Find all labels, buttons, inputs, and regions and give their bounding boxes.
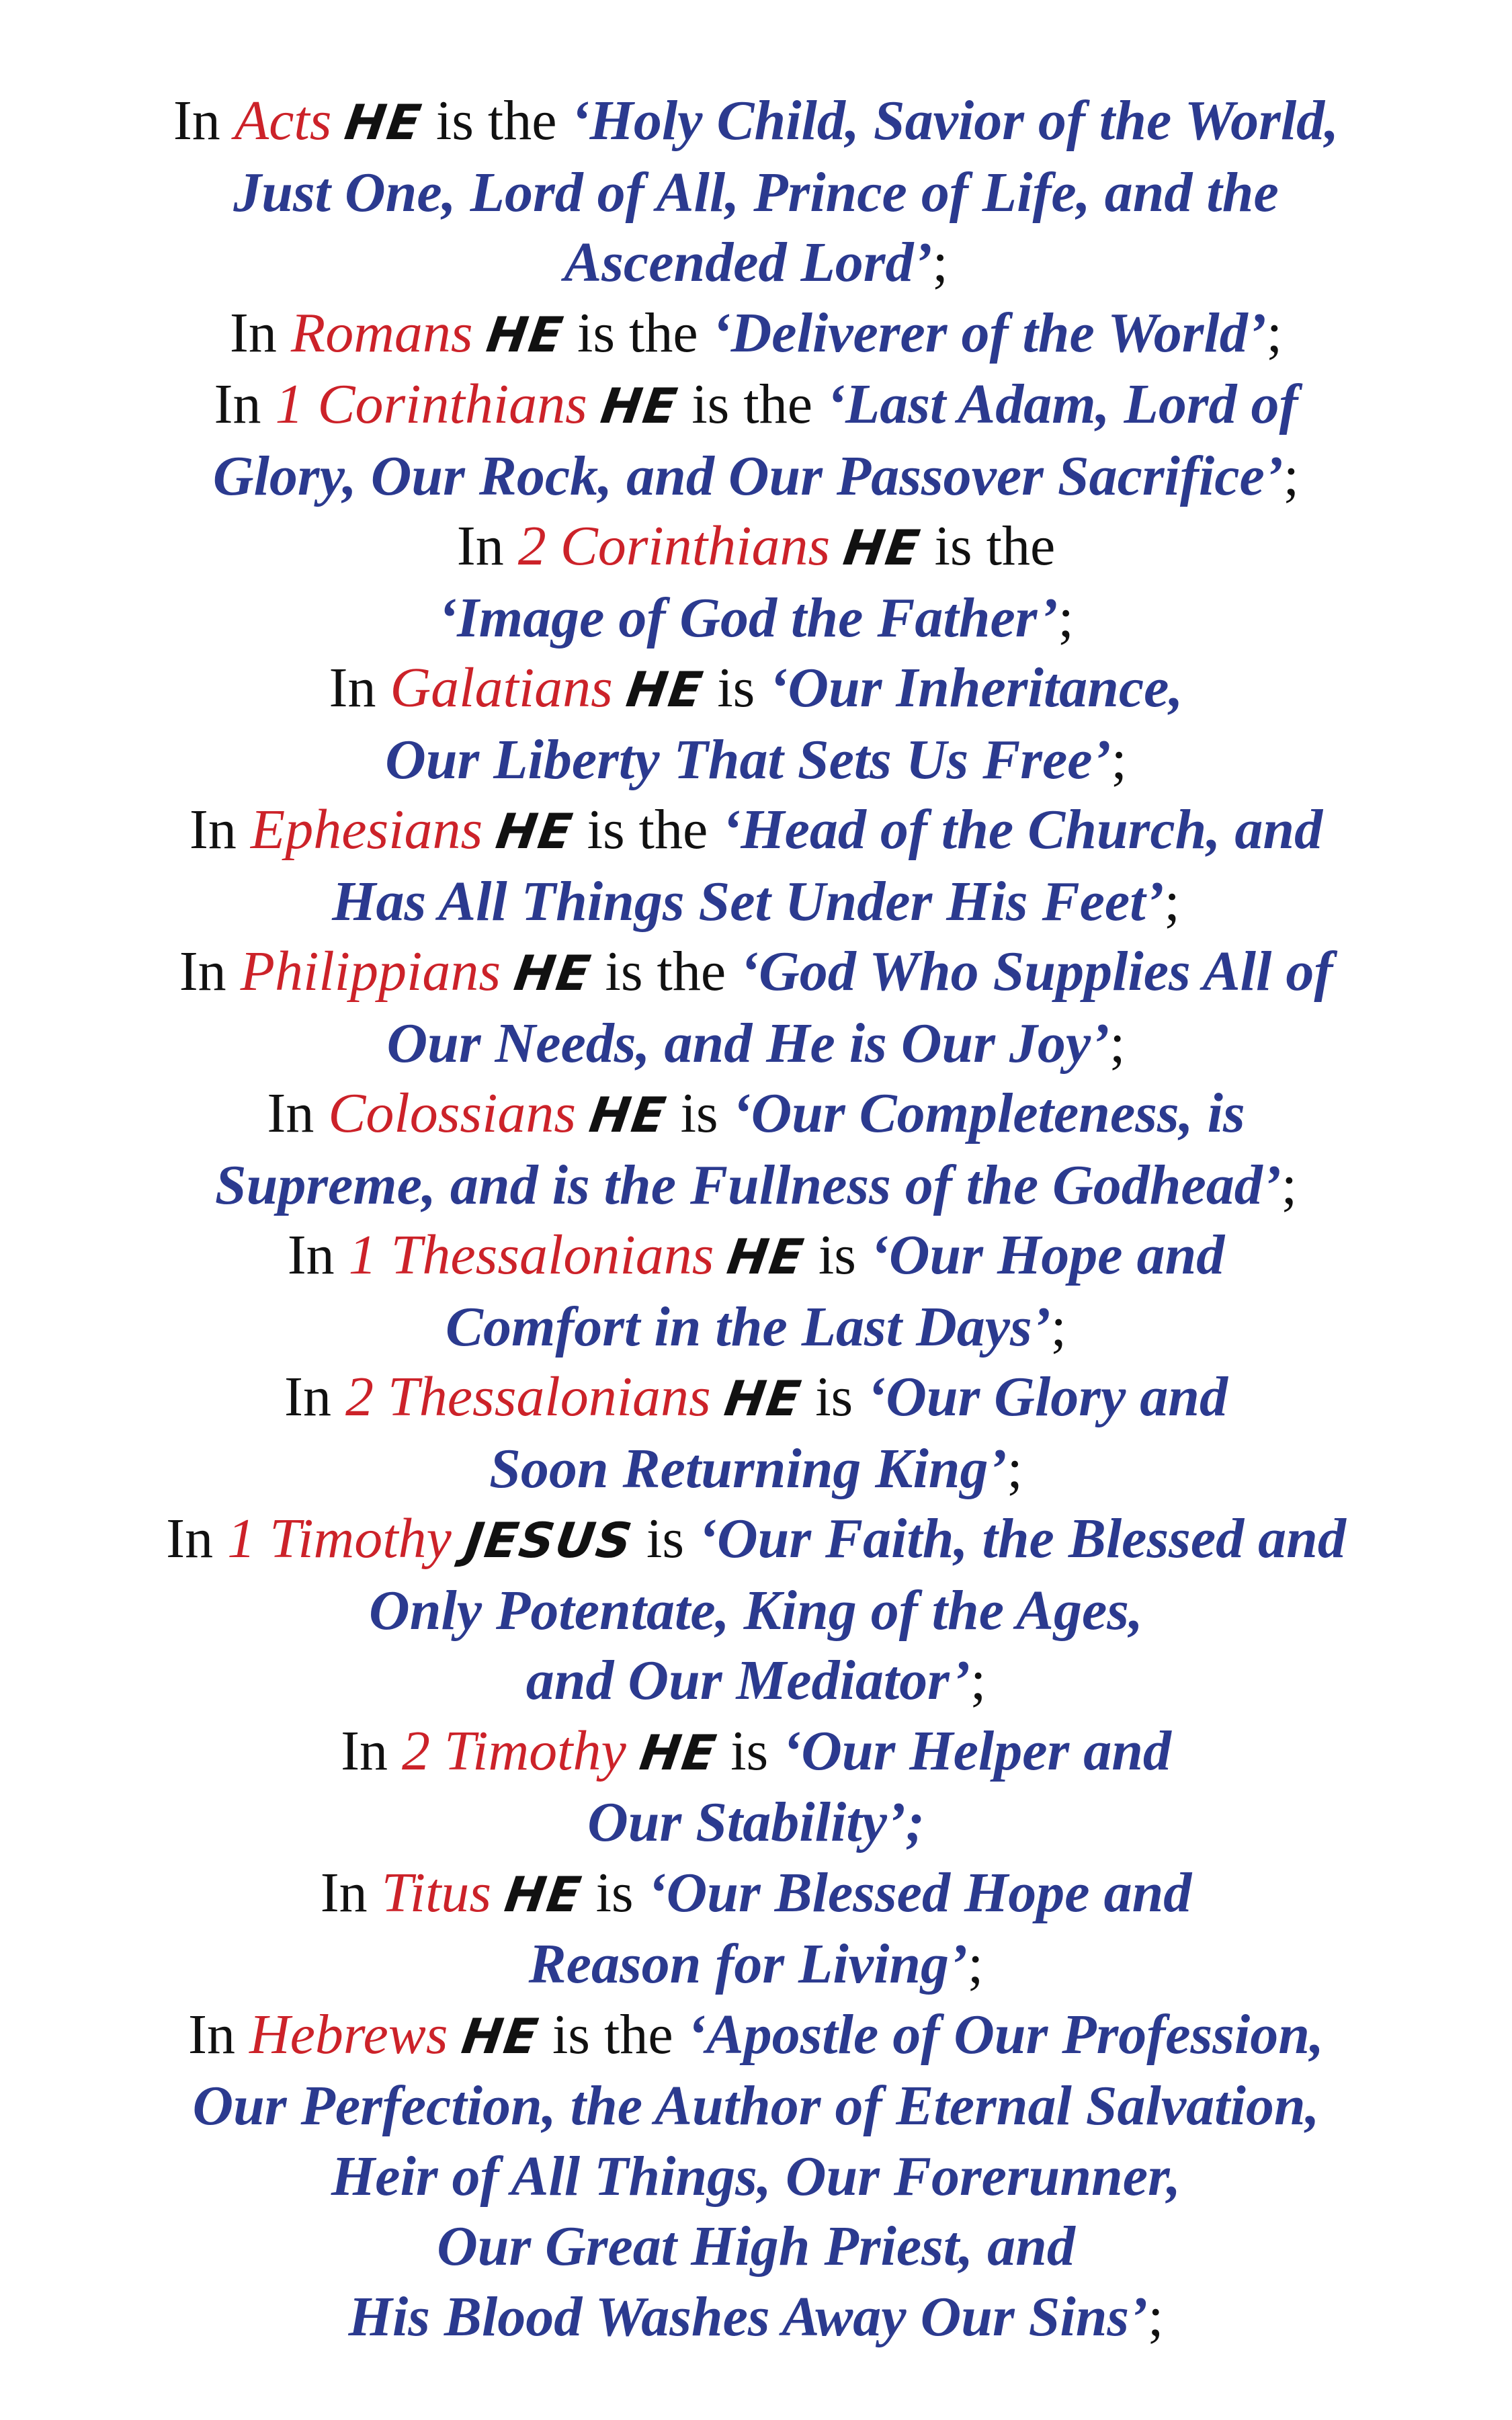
- text-line: [0, 298, 1512, 370]
- book-name: Colossians: [328, 1082, 577, 1144]
- text-line: [0, 1220, 1512, 1292]
- text-line: [0, 2000, 1512, 2072]
- quoted-title: ‘Image of God the Father’: [438, 586, 1058, 649]
- plain-text: is: [632, 1507, 699, 1570]
- divine-name: HE: [840, 519, 925, 576]
- plain-text: In: [329, 657, 390, 719]
- plain-text: ;: [1283, 444, 1300, 507]
- divine-name: HE: [720, 1370, 806, 1427]
- divine-name: HE: [623, 661, 708, 718]
- quoted-title: Just One, Lord of All, Prince of Life, and the: [233, 161, 1279, 224]
- book-name: 2 Thessalonians: [345, 1366, 711, 1428]
- text-line: [0, 725, 1512, 796]
- plain-text: is the: [920, 515, 1056, 577]
- text-line: [0, 1362, 1512, 1434]
- quoted-title: ‘God Who Supplies All of: [740, 940, 1333, 1003]
- quoted-title: ‘Our Blessed Hope and: [647, 1861, 1192, 1924]
- book-name: Ephesians: [250, 798, 483, 861]
- text-line: [0, 1858, 1512, 1930]
- text-line: [0, 1079, 1512, 1151]
- quoted-title: Has All Things Set Under His Feet’: [332, 870, 1165, 933]
- text-line: [0, 1788, 1512, 1858]
- quoted-title: Soon Returning King’: [489, 1437, 1007, 1500]
- plain-text: In: [284, 1366, 345, 1428]
- divine-name: HE: [501, 1866, 586, 1923]
- plain-text: ;: [1164, 870, 1180, 933]
- text-line: [0, 2071, 1512, 2142]
- quoted-title: Only Potentate, King of the Ages,: [369, 1579, 1143, 1642]
- plain-text: ;: [1058, 586, 1074, 649]
- plain-text: In: [179, 940, 241, 1003]
- plain-text: In: [166, 1507, 228, 1570]
- plain-text: ;: [1109, 1011, 1126, 1075]
- quoted-title: Heir of All Things, Our Forerunner,: [331, 2144, 1181, 2208]
- quoted-title: ‘Our Hope and: [870, 1224, 1225, 1286]
- quoted-title: ‘Head of the Church, and: [722, 798, 1323, 861]
- quoted-title: Ascended Lord’: [564, 231, 933, 294]
- plain-text: is the: [538, 2003, 687, 2066]
- plain-text: ;: [1266, 301, 1283, 364]
- text-line: [0, 1576, 1512, 1646]
- plain-text: ;: [1007, 1437, 1023, 1500]
- quoted-title: Our Stability’;: [587, 1791, 925, 1853]
- divine-name: HE: [636, 1724, 721, 1781]
- plain-text: In: [189, 798, 251, 861]
- text-line: [0, 370, 1512, 442]
- quoted-title: ‘Apostle of Our Profession,: [687, 2003, 1324, 2066]
- quoted-title: ‘Our Helper and: [782, 1719, 1171, 1782]
- plain-text: In: [287, 1224, 349, 1286]
- plain-text: is: [801, 1366, 868, 1428]
- text-line: [0, 1646, 1512, 1716]
- quoted-title: ‘Last Adam, Lord of: [826, 373, 1298, 435]
- quoted-title: ‘Deliverer of the World’: [712, 301, 1267, 364]
- text-line: [0, 653, 1512, 725]
- plain-text: In: [214, 373, 276, 435]
- quoted-title: His Blood Washes Away Our Sins’: [348, 2285, 1148, 2348]
- text-line: [0, 2142, 1512, 2212]
- plain-text: is the: [573, 798, 722, 861]
- quoted-title: Our Needs, and He is Our Joy’: [386, 1011, 1110, 1075]
- plain-text: ;: [968, 1933, 984, 1995]
- book-name: 1 Timothy: [227, 1507, 452, 1570]
- book-name: 1 Corinthians: [275, 373, 587, 435]
- plain-text: is the: [677, 373, 827, 435]
- text-line: [0, 442, 1512, 512]
- plain-text: is the: [591, 940, 741, 1003]
- divine-name: HE: [724, 1228, 808, 1285]
- quoted-title: ‘Our Faith, the Blessed and: [698, 1507, 1346, 1570]
- quoted-title: Glory, Our Rock, and Our Passover Sacrifice’: [212, 444, 1284, 507]
- quoted-title: Our Liberty That Sets Us Free’: [385, 728, 1111, 791]
- text-line: [0, 511, 1512, 583]
- quoted-title: Our Perfection, the Author of Eternal Salvation,: [192, 2075, 1320, 2137]
- book-name: 1 Thessalonians: [348, 1224, 714, 1286]
- book-name: Hebrews: [249, 2003, 448, 2066]
- plain-text: ;: [1281, 1153, 1298, 1216]
- text-line: [0, 1504, 1512, 1576]
- quoted-title: Our Great High Priest, and: [437, 2215, 1075, 2278]
- quoted-title: Comfort in the Last Days’: [445, 1295, 1051, 1358]
- plain-text: ;: [932, 231, 948, 294]
- plain-text: is: [703, 657, 769, 719]
- plain-text: ;: [1111, 728, 1127, 791]
- plain-text: In: [456, 515, 518, 577]
- plain-text: In: [229, 301, 291, 364]
- plain-text: In: [173, 89, 235, 152]
- text-line: [0, 86, 1512, 158]
- text-line: [0, 1434, 1512, 1505]
- quoted-title: ‘Holy Child, Savior of the World,: [571, 89, 1339, 152]
- quoted-title: and Our Mediator’: [526, 1649, 970, 1712]
- plain-text: is the: [421, 89, 571, 152]
- divine-name: HE: [341, 94, 426, 151]
- plain-text: is: [804, 1224, 870, 1286]
- divine-name: HE: [511, 945, 595, 1001]
- plain-text: In: [320, 1861, 382, 1924]
- text-line: [0, 2212, 1512, 2282]
- plain-text: ;: [970, 1649, 986, 1712]
- book-name: 2 Corinthians: [517, 515, 831, 577]
- book-name: 2 Timothy: [402, 1719, 626, 1782]
- quoted-title: ‘Our Inheritance,: [769, 657, 1183, 719]
- plain-text: In: [187, 2003, 249, 2066]
- book-name: Philippians: [240, 940, 501, 1003]
- text-line: [0, 1292, 1512, 1363]
- divine-name: HE: [586, 1087, 671, 1143]
- book-name: Romans: [290, 301, 473, 364]
- text-line: [0, 1716, 1512, 1788]
- text-line: [0, 158, 1512, 228]
- text-line: [0, 1929, 1512, 2000]
- plain-text: is: [581, 1861, 648, 1924]
- plain-text: is: [716, 1719, 783, 1782]
- divine-name: HE: [493, 803, 577, 860]
- text-line: [0, 795, 1512, 867]
- divine-name: HE: [458, 2007, 542, 2064]
- quoted-title: Supreme, and is the Fullness of the Godhead’: [214, 1153, 1282, 1216]
- book-name: Galatians: [390, 657, 613, 719]
- book-name: Titus: [381, 1861, 492, 1924]
- text-line: [0, 228, 1512, 298]
- text-line: [0, 937, 1512, 1009]
- text-line: [0, 1151, 1512, 1221]
- plain-text: In: [267, 1082, 329, 1144]
- divine-name: HE: [597, 378, 682, 434]
- quoted-title: ‘Our Glory and: [867, 1366, 1228, 1428]
- plain-text: In: [341, 1719, 403, 1782]
- text-line: [0, 2282, 1512, 2353]
- text-line: [0, 1009, 1512, 1079]
- plain-text: ;: [1148, 2285, 1164, 2348]
- divine-name: HE: [482, 306, 567, 363]
- plain-text: is the: [563, 301, 712, 364]
- divine-name: JESUS: [461, 1512, 636, 1569]
- plain-text: is: [666, 1082, 732, 1144]
- quoted-title: Reason for Living’: [528, 1933, 968, 1995]
- book-name: Acts: [234, 89, 332, 152]
- plain-text: ;: [1050, 1295, 1067, 1358]
- text-line: [0, 583, 1512, 654]
- text-line: [0, 867, 1512, 937]
- quoted-title: ‘Our Completeness, is: [732, 1082, 1245, 1144]
